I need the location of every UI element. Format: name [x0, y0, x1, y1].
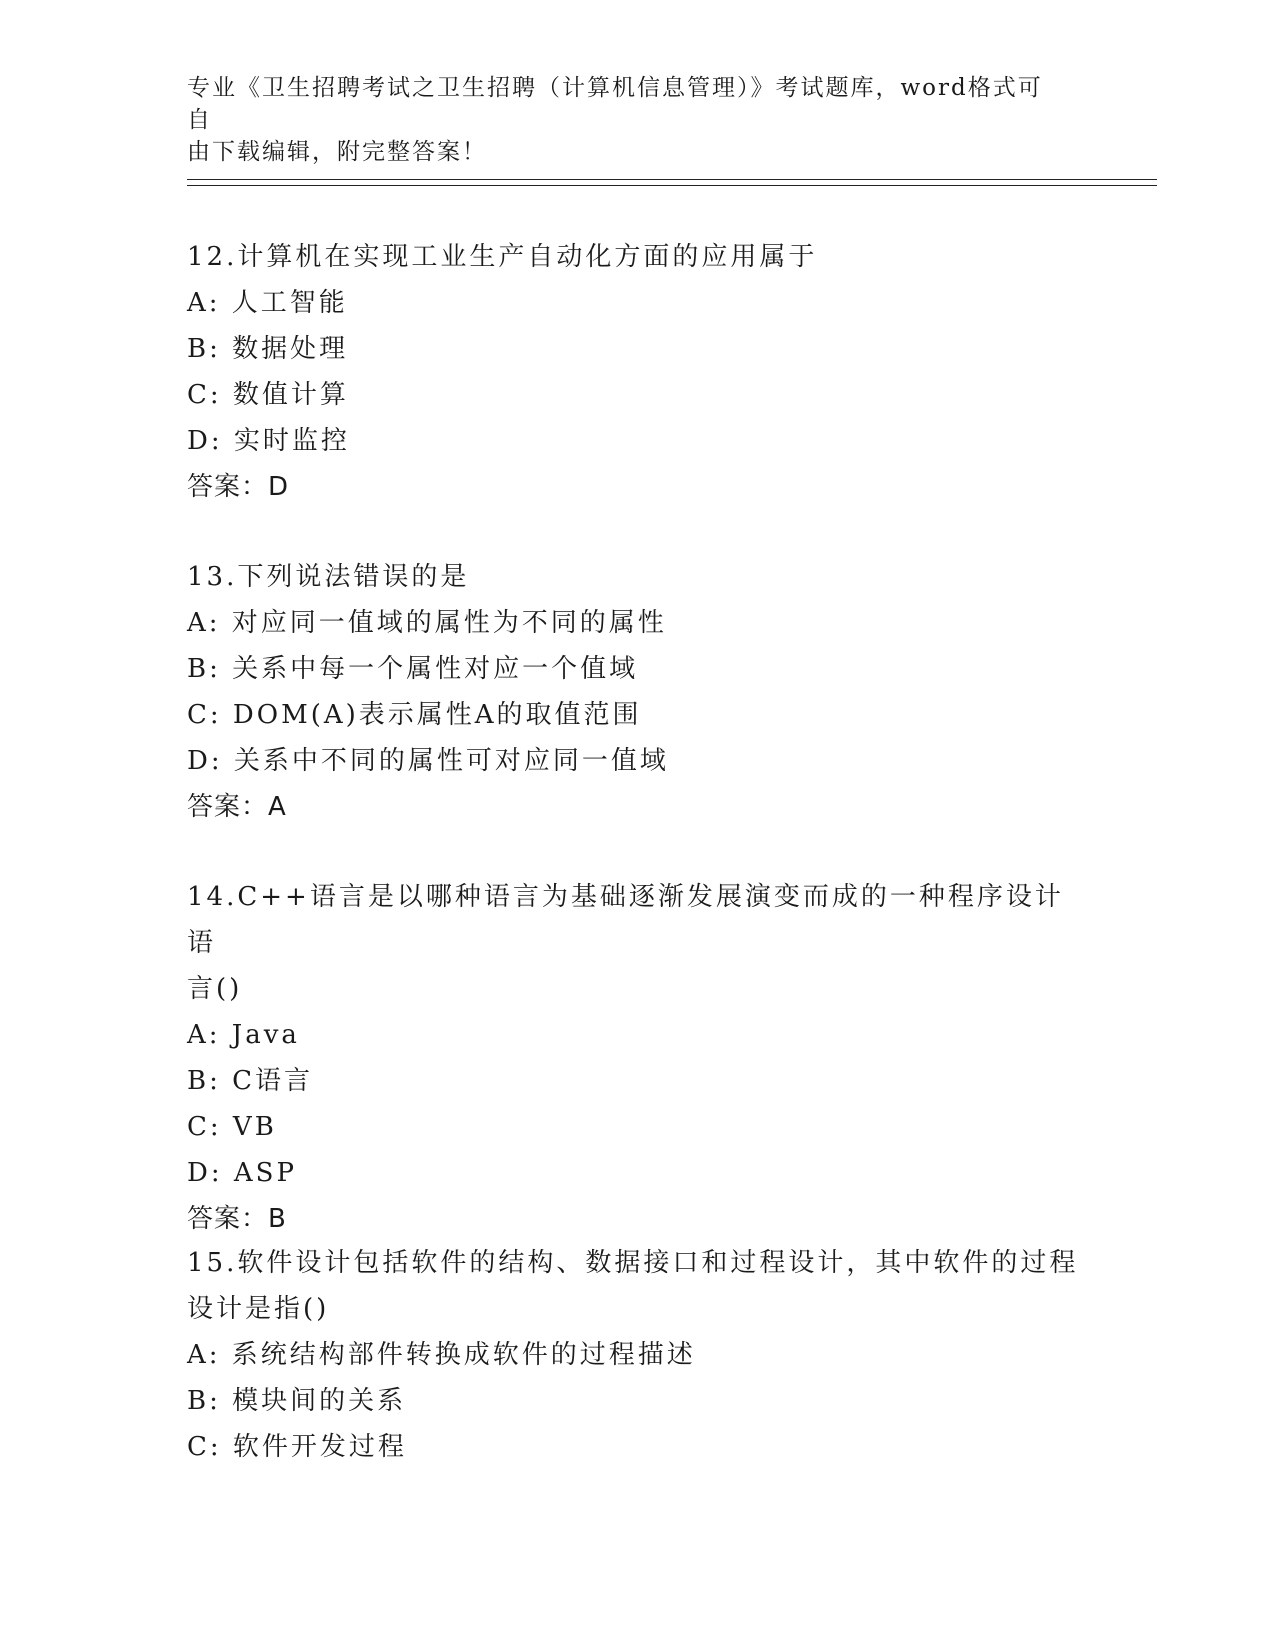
option-d: D: ASP [187, 1158, 297, 1188]
question-13 [187, 554, 1087, 830]
answer: 答案：A [187, 792, 287, 822]
option-d: D: 关系中不同的属性可对应同一值域 [187, 746, 669, 776]
option-c: C: 软件开发过程 [187, 1432, 407, 1462]
document-header [187, 72, 1067, 168]
option-c: C: VB [187, 1112, 277, 1142]
question-stem-line-1: 15.软件设计包括软件的结构、数据接口和过程设计，其中软件的过程 [187, 1248, 1079, 1278]
option-a: A: 人工智能 [187, 288, 348, 318]
header-divider-bottom [187, 185, 1157, 186]
question-12 [187, 234, 1087, 510]
question-stem-line-1: 14.C++语言是以哪种语言为基础逐渐发展演变而成的一种程序设计语 [187, 882, 1064, 958]
option-d: D: 实时监控 [187, 426, 350, 456]
question-14 [187, 874, 1087, 1242]
option-a: A: 对应同一值域的属性为不同的属性 [187, 608, 667, 638]
option-b: B: C语言 [187, 1066, 314, 1096]
question-15 [187, 1240, 1087, 1470]
answer: 答案：B [187, 1204, 287, 1234]
option-a: A: 系统结构部件转换成软件的过程描述 [187, 1340, 696, 1370]
option-c: C: DOM(A)表示属性A的取值范围 [187, 700, 642, 730]
question-stem: 12.计算机在实现工业生产自动化方面的应用属于 [187, 242, 818, 272]
question-stem-line-2: 言() [187, 974, 243, 1004]
option-c: C: 数值计算 [187, 380, 349, 410]
option-b: B: 关系中每一个属性对应一个值域 [187, 654, 639, 684]
option-b: B: 模块间的关系 [187, 1386, 407, 1416]
option-b: B: 数据处理 [187, 334, 349, 364]
answer: 答案：D [187, 472, 290, 502]
header-divider-top [187, 179, 1157, 180]
question-stem-line-2: 设计是指() [187, 1294, 330, 1324]
header-line-2: 由下载编辑，附完整答案！ [187, 139, 487, 165]
header-line-1: 专业《卫生招聘考试之卫生招聘（计算机信息管理）》考试题库，word格式可自 [187, 75, 1043, 133]
option-a: A: Java [187, 1020, 300, 1050]
question-stem: 13.下列说法错误的是 [187, 562, 470, 592]
